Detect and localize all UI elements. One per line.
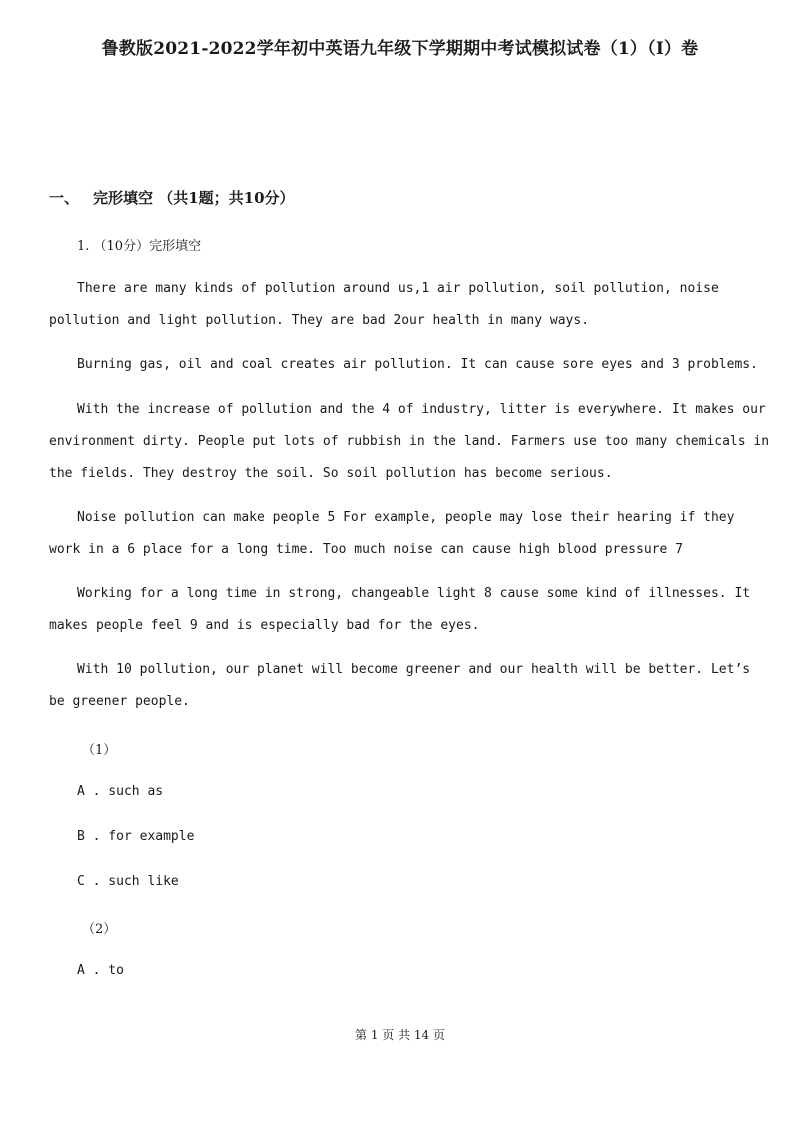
- document-title: 鲁教版2021-2022学年初中英语九年级下学期期中考试模拟试卷（1）（I）卷: [101, 39, 699, 59]
- subquestion-2-option-a[interactable]: A . to: [77, 963, 124, 978]
- question-header: 1. （10分）完形填空: [77, 239, 202, 254]
- subquestion-1-option-b[interactable]: B . for example: [77, 829, 195, 844]
- section-number: 一、: [49, 189, 80, 207]
- subquestion-1-option-a[interactable]: A . such as: [77, 784, 164, 799]
- passage-paragraph-4: Noise pollution can make people 5 For example, people may lose their hearing if they work in a 6 place for a long time. Too much noise can cause high blood pressure 7: [49, 510, 735, 557]
- subquestion-2-label: （2）: [82, 922, 117, 937]
- subquestion-1-option-c[interactable]: C . such like: [77, 874, 179, 889]
- passage-paragraph-2: Burning gas, oil and coal creates air pollution. It can cause sore eyes and 3 problems.: [77, 357, 758, 372]
- subquestion-1-label: （1）: [82, 743, 117, 758]
- passage-paragraph-6: With 10 pollution, our planet will become greener and our health will be better. Let’s be greener people.: [49, 662, 751, 709]
- passage-paragraph-3: With the increase of pollution and the 4 of industry, litter is everywhere. It makes our environment dirty. People put lots of rubbish in the land. Farmers use too many chemicals in the fields. They destroy the soil. So soil pollution has become serious.: [49, 402, 770, 481]
- section-heading: [49, 187, 295, 208]
- page-footer: 第 1 页 共 14 页: [355, 1028, 445, 1042]
- passage-paragraph-5: Working for a long time in strong, changeable light 8 cause some kind of illnesses. It makes people feel 9 and is especially bad for the eyes.: [49, 586, 751, 633]
- section-label: 完形填空 （共1题；共10分）: [93, 189, 295, 207]
- passage-paragraph-1: There are many kinds of pollution around us,1 air pollution, soil pollution, noise pollution and light pollution. They are bad 2our health in many ways.: [49, 281, 719, 328]
